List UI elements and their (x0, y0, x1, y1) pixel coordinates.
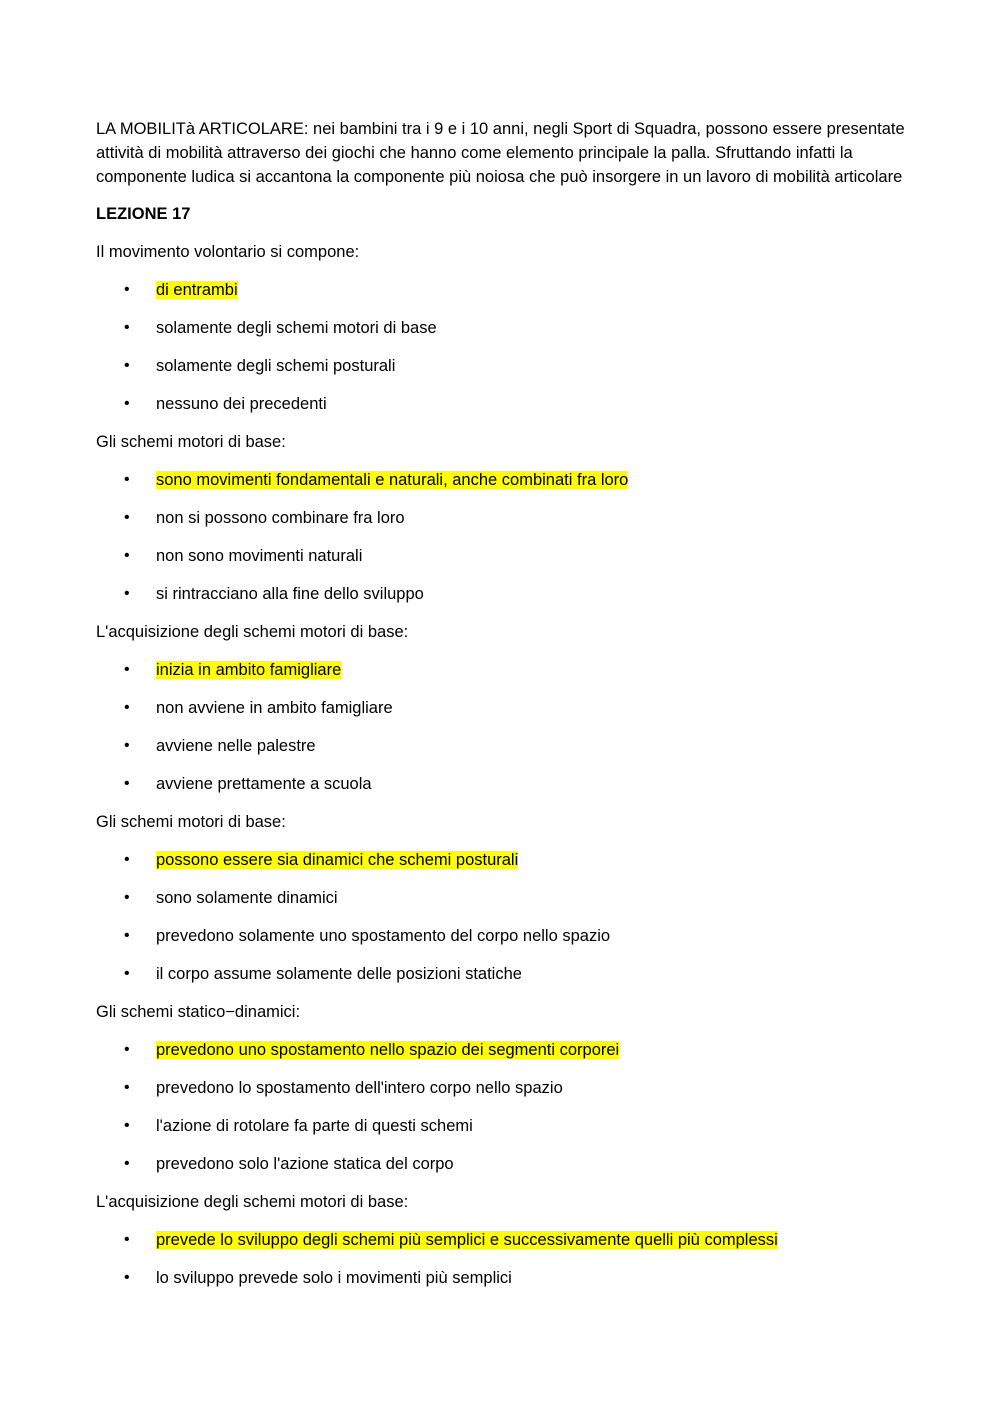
highlighted-answer: inizia in ambito famigliare (156, 661, 342, 679)
answer-option (96, 1114, 906, 1138)
bullet-icon: • (124, 1269, 130, 1286)
answer-option (96, 772, 906, 796)
answer-option-correct (96, 468, 906, 492)
answer-option (96, 924, 906, 948)
highlighted-answer: possono essere sia dinamici che schemi posturali (156, 851, 519, 869)
bullet-icon: • (124, 965, 130, 982)
answer-text: sono solamente dinamici (156, 889, 338, 907)
intro-paragraph: LA MOBILITà ARTICOLARE: nei bambini tra i 9 e i 10 anni, negli Sport di Squadra, possono essere presentate attività di mobilità attraverso dei giochi che hanno come elemento principale la palla. Sfruttando infatti la componente ludica si accantona la componente più noiosa che può insorgere in un lavoro di mobilità articolare (96, 120, 905, 186)
question-text: L'acquisizione degli schemi motori di base: (96, 623, 409, 641)
question-text: Il movimento volontario si compone: (96, 243, 360, 261)
bullet-icon: • (124, 661, 130, 678)
answer-text: si rintracciano alla fine dello sviluppo (156, 585, 424, 603)
question-text: Gli schemi statico−dinamici: (96, 1003, 301, 1021)
question-text: L'acquisizione degli schemi motori di base: (96, 1193, 409, 1211)
answer-option (96, 506, 906, 530)
answer-text: non si possono combinare fra loro (156, 509, 405, 527)
answer-text: avviene nelle palestre (156, 737, 316, 755)
answer-text: l'azione di rotolare fa parte di questi schemi (156, 1117, 473, 1135)
answer-text: solamente degli schemi posturali (156, 357, 396, 375)
answer-text: prevedono solo l'azione statica del corpo (156, 1155, 454, 1173)
answer-option (96, 1266, 906, 1290)
answer-option (96, 1152, 906, 1176)
answer-option (96, 886, 906, 910)
bullet-icon: • (124, 395, 130, 412)
bullet-icon: • (124, 1231, 130, 1248)
question-text: Gli schemi motori di base: (96, 433, 286, 451)
bullet-icon: • (124, 1079, 130, 1096)
answer-text: il corpo assume solamente delle posizioni statiche (156, 965, 522, 983)
bullet-icon: • (124, 851, 130, 868)
answer-text: non sono movimenti naturali (156, 547, 363, 565)
answer-text: prevedono lo spostamento dell'intero corpo nello spazio (156, 1079, 563, 1097)
answer-option (96, 1076, 906, 1100)
bullet-icon: • (124, 547, 130, 564)
bullet-icon: • (124, 357, 130, 374)
highlighted-answer: prevede lo sviluppo degli schemi più semplici e successivamente quelli più complessi (156, 1231, 778, 1249)
bullet-icon: • (124, 319, 130, 336)
bullet-icon: • (124, 889, 130, 906)
lesson-heading: LEZIONE 17 (96, 205, 191, 223)
bullet-icon: • (124, 927, 130, 944)
answer-option (96, 544, 906, 568)
answer-option-correct (96, 1228, 906, 1252)
answer-text: lo sviluppo prevede solo i movimenti più semplici (156, 1269, 512, 1287)
answer-text: nessuno dei precedenti (156, 395, 327, 413)
bullet-icon: • (124, 737, 130, 754)
answer-option-correct (96, 848, 906, 872)
bullet-icon: • (124, 509, 130, 526)
answer-option (96, 962, 906, 986)
answer-list (96, 1228, 906, 1290)
answer-text: solamente degli schemi motori di base (156, 319, 437, 337)
highlighted-answer: sono movimenti fondamentali e naturali, anche combinati fra loro (156, 471, 629, 489)
answer-text: avviene prettamente a scuola (156, 775, 372, 793)
answer-option (96, 696, 906, 720)
answer-option (96, 392, 906, 416)
bullet-icon: • (124, 1155, 130, 1172)
highlighted-answer: prevedono uno spostamento nello spazio dei segmenti corporei (156, 1041, 620, 1059)
question-text: Gli schemi motori di base: (96, 813, 286, 831)
answer-list (96, 658, 906, 796)
answer-option (96, 354, 906, 378)
bullet-icon: • (124, 471, 130, 488)
answer-list (96, 1038, 906, 1176)
answer-list (96, 848, 906, 986)
document-page (96, 117, 906, 1304)
answer-text: prevedono solamente uno spostamento del corpo nello spazio (156, 927, 611, 945)
answer-text: non avviene in ambito famigliare (156, 699, 393, 717)
bullet-icon: • (124, 1041, 130, 1058)
answer-list (96, 278, 906, 416)
bullet-icon: • (124, 699, 130, 716)
answer-option-correct (96, 1038, 906, 1062)
bullet-icon: • (124, 585, 130, 602)
bullet-icon: • (124, 281, 130, 298)
answer-option (96, 316, 906, 340)
bullet-icon: • (124, 775, 130, 792)
answer-option-correct (96, 658, 906, 682)
bullet-icon: • (124, 1117, 130, 1134)
answer-option (96, 582, 906, 606)
answer-list (96, 468, 906, 606)
answer-option (96, 734, 906, 758)
answer-option-correct (96, 278, 906, 302)
highlighted-answer: di entrambi (156, 281, 238, 299)
